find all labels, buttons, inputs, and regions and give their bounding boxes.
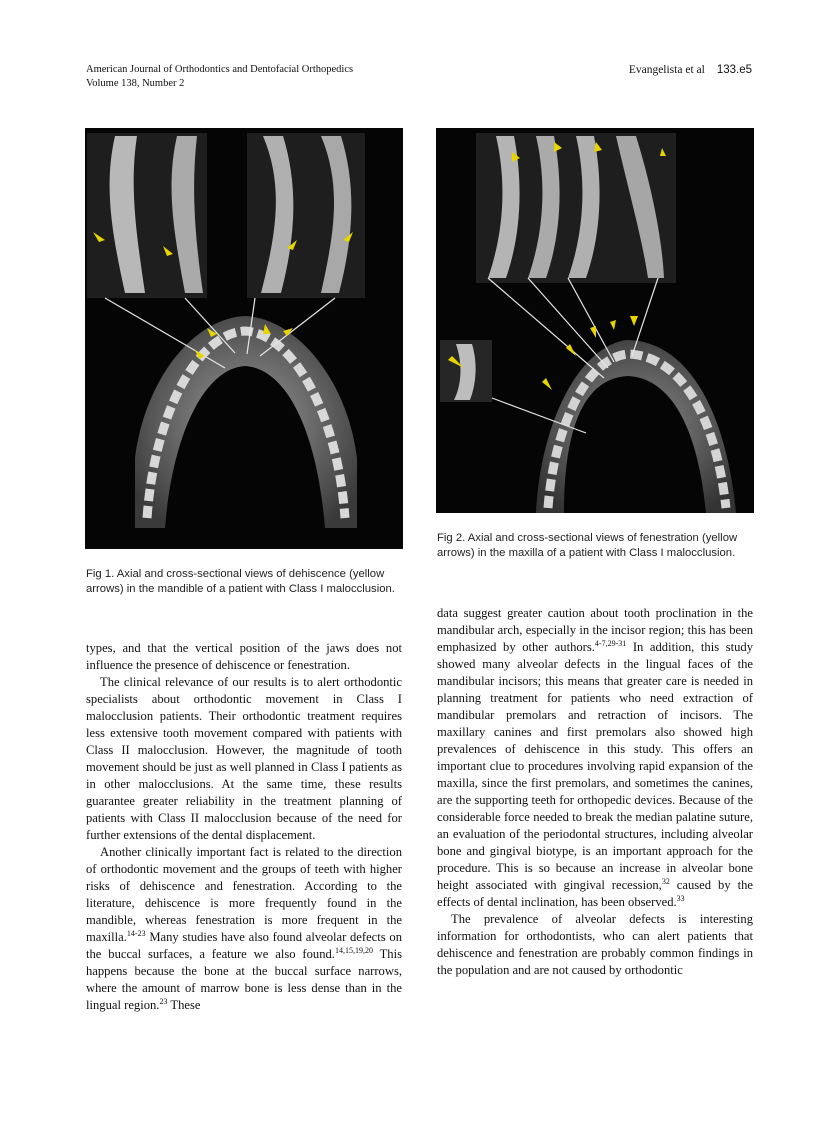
page-number: 133.e5 bbox=[716, 64, 752, 76]
figure-1-caption: Fig 1. Axial and cross-sectional views of dehiscence (yellow arrows) in the mandible of a patient with Class I malocclusion. bbox=[86, 568, 395, 595]
right-paragraph-1 bbox=[437, 605, 753, 911]
text-run: This happens because the bone at the buccal surface narrows, where the amount of marrow bone is less dense than in the lingual region. bbox=[86, 947, 403, 1012]
figure-2-image bbox=[436, 128, 754, 513]
figure-1-ct-scan bbox=[85, 128, 403, 549]
text-run: These bbox=[167, 998, 201, 1012]
journal-volume: Volume 138, Number 2 bbox=[86, 78, 185, 89]
citation-superscript: 33 bbox=[676, 893, 685, 903]
citation-superscript: 32 bbox=[661, 876, 670, 886]
figure-2-caption: Fig 2. Axial and cross-sectional views of fenestration (yellow arrows) in the maxilla of a patient with Class I malocclusion. bbox=[437, 532, 738, 559]
text-run: In addition, this study showed many alveolar defects in the lingual faces of the mandibular incisors; this means that greater care is needed in planning treatment for patients who need extraction of mandibular premolars and retraction of incisors. The maxillary canines and first premolars also showed high prevalences of dehiscence in this study. This offers an important clue to procedures involving rapid expansion of the maxilla, since the first premolars, and sometimes the canines, are the supporting teeth for orthopedic devices. Because of the considerable force needed to break the median palatine suture, an evaluation of the periodontal structures, including alveolar bone and gingival biotype, is an important approach for the procedure. This is so because an increase in alveolar bone height associated with gingival recession, bbox=[437, 640, 753, 892]
citation-superscript: 23 bbox=[159, 996, 168, 1006]
citation-superscript: 4-7,29-31 bbox=[594, 638, 627, 648]
left-text-column bbox=[86, 640, 402, 1014]
left-paragraph-1: types, and that the vertical position of the jaws does not influence the presence of dehiscence or fenestration. bbox=[86, 641, 402, 672]
right-paragraph-2: The prevalence of alveolar defects is interesting information for orthodontists, who can alert patients that dehiscence and fenestration are probably common findings in the population and are not caused by orthodontic bbox=[437, 912, 753, 977]
figure-1-image bbox=[85, 128, 403, 549]
text-run: caused by the effects of dental inclination, has been observed. bbox=[437, 878, 753, 909]
citation-superscript: 14-23 bbox=[126, 928, 146, 938]
running-header-right bbox=[629, 63, 752, 77]
text-run: Another clinically important fact is related to the direction of orthodontic movement and the groups of teeth with higher risks of dehiscence and fenestration. According to the literature, dehiscence is more frequently found in the mandible, whereas fenestration is more frequent in the maxilla. bbox=[86, 845, 402, 944]
figure-2-ct-scan bbox=[436, 128, 754, 513]
text-run: Many studies have also found alveolar defects on the buccal surfaces, a feature we also found. bbox=[86, 930, 402, 961]
journal-title: American Journal of Orthodontics and Dentofacial Orthopedics bbox=[86, 64, 354, 75]
running-header-left bbox=[86, 63, 353, 91]
right-text-column bbox=[437, 605, 753, 979]
citation-superscript: 14,15,19,20 bbox=[334, 945, 373, 955]
left-paragraph-3 bbox=[86, 844, 402, 1014]
text-run: data suggest greater caution about tooth proclination in the mandibular arch, especially in the incisor region; this has been emphasized by other authors. bbox=[437, 606, 753, 654]
left-paragraph-2: The clinical relevance of our results is to alert orthodontic specialists about orthodontic movement in Class I malocclusion patients. Their orthodontic treatment requires less extensive tooth movement compared with patients with Class II malocclusion. However, the magnitude of tooth movement should be just as well planned in Class I patients as in other malocclusions. At the same time, these results guarantee greater reliability in the treatment planning of patients with Class II malocclusion because of the need for further extensions of the dental displacement. bbox=[86, 675, 402, 842]
author-line: Evangelista et al bbox=[628, 64, 705, 76]
